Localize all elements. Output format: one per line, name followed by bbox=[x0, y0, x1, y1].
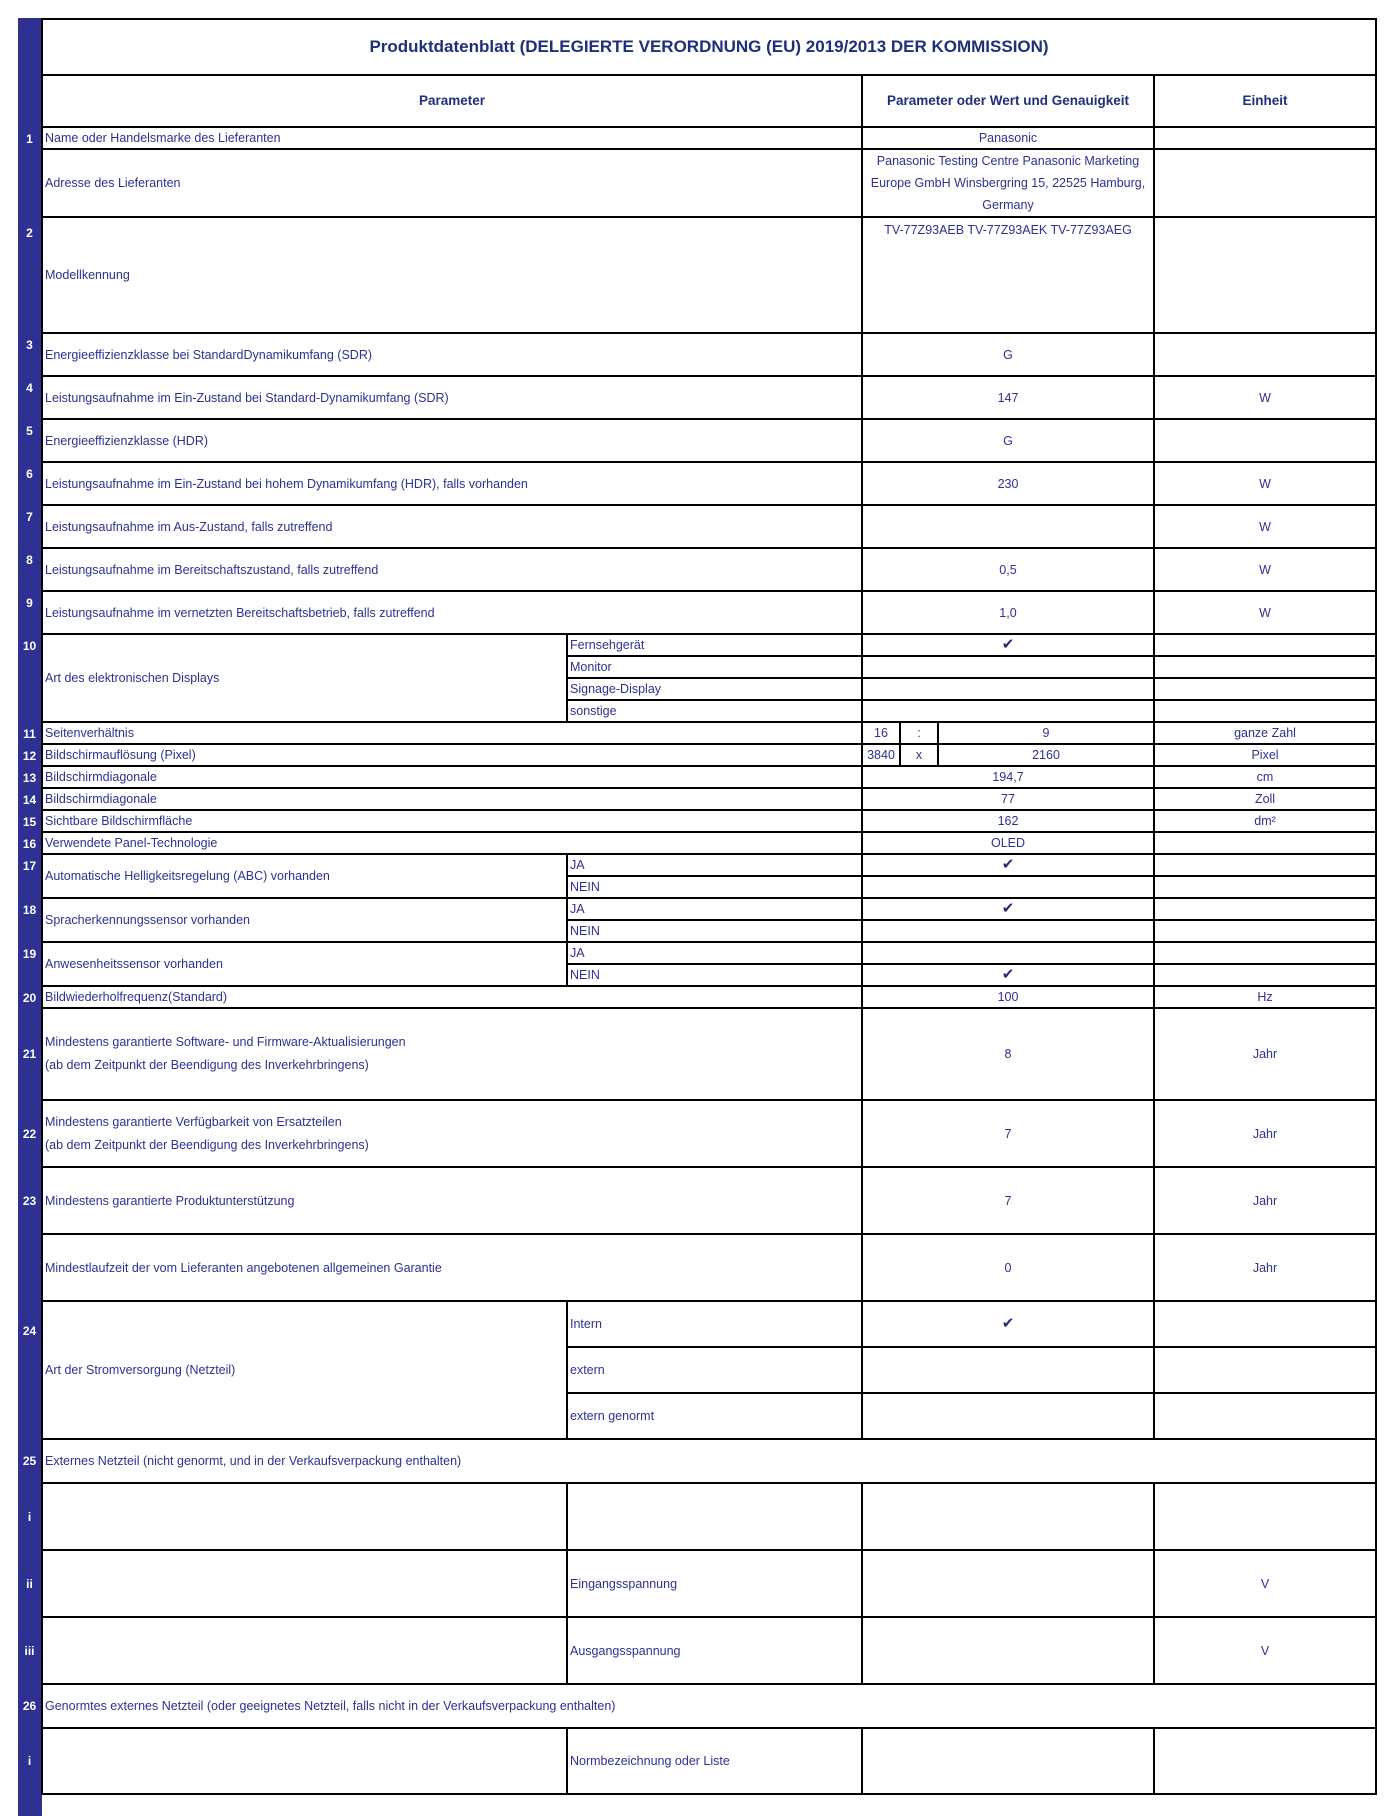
row-unit bbox=[1154, 832, 1376, 854]
row-value: 7 bbox=[862, 1100, 1154, 1167]
row-unit bbox=[1154, 1483, 1376, 1550]
row-number: 12 bbox=[18, 744, 42, 766]
row-value: 0,5 bbox=[862, 548, 1154, 591]
option-check bbox=[862, 942, 1154, 964]
sub-label: Normbezeichnung oder Liste bbox=[567, 1728, 862, 1794]
row-number: 19 bbox=[18, 942, 42, 986]
row-unit: W bbox=[1154, 548, 1376, 591]
row-number: 21 bbox=[18, 1008, 42, 1100]
row-number: iii bbox=[18, 1617, 42, 1684]
option-label: Signage-Display bbox=[567, 678, 862, 700]
row-label: Name oder Handelsmarke des Lieferanten bbox=[42, 127, 862, 149]
row-unit bbox=[1154, 419, 1376, 462]
check-mark-icon: ✔ bbox=[1001, 966, 1015, 983]
row-value: 7 bbox=[862, 1167, 1154, 1234]
row-unit bbox=[1154, 127, 1376, 149]
row-label-line: Mindestens garantierte Verfügbarkeit von Ersatzteilen bbox=[45, 1114, 342, 1129]
row-label: Modellkennung bbox=[42, 217, 862, 333]
option-label: sonstige bbox=[567, 700, 862, 722]
option-label: JA bbox=[567, 854, 862, 876]
row-unit bbox=[1154, 876, 1376, 898]
row-label: Art des elektronischen Displays bbox=[42, 634, 567, 722]
row-label: Adresse des Lieferanten bbox=[42, 149, 862, 217]
option-label: Intern bbox=[567, 1301, 862, 1347]
row-label: Automatische Helligkeitsregelung (ABC) vorhanden bbox=[42, 854, 567, 898]
row-value: 147 bbox=[862, 376, 1154, 419]
row-number: 3 bbox=[18, 333, 42, 376]
row-unit: W bbox=[1154, 462, 1376, 505]
row-value: 1,0 bbox=[862, 591, 1154, 634]
option-check bbox=[862, 656, 1154, 678]
row-unit: ganze Zahl bbox=[1154, 722, 1376, 744]
row-unit bbox=[1154, 1301, 1376, 1347]
row-number: 15 bbox=[18, 810, 42, 832]
row-label: Leistungsaufnahme im vernetzten Bereitschaftsbetrieb, falls zutreffend bbox=[42, 591, 862, 634]
row-label: Energieeffizienzklasse bei StandardDynamikumfang (SDR) bbox=[42, 333, 862, 376]
row-number bbox=[18, 19, 42, 75]
check-mark-icon: ✔ bbox=[1001, 856, 1015, 873]
header-unit: Einheit bbox=[1154, 75, 1376, 127]
section-label: Externes Netzteil (nicht genormt, und in der Verkaufsverpackung enthalten) bbox=[42, 1439, 1376, 1483]
row-unit: cm bbox=[1154, 766, 1376, 788]
row-number-label: 2 bbox=[26, 226, 33, 240]
row-value: 77 bbox=[862, 788, 1154, 810]
row-label: Spracherkennungssensor vorhanden bbox=[42, 898, 567, 942]
row-unit: V bbox=[1154, 1550, 1376, 1617]
row-number: 4 bbox=[18, 376, 42, 419]
option-check bbox=[862, 1301, 1154, 1347]
row-label: Leistungsaufnahme im Bereitschaftszustand, falls zutreffend bbox=[42, 548, 862, 591]
row-unit bbox=[1154, 656, 1376, 678]
row-label: Bildwiederholfrequenz(Standard) bbox=[42, 986, 862, 1008]
row-unit: Jahr bbox=[1154, 1100, 1376, 1167]
row-unit bbox=[1154, 149, 1376, 217]
data-sheet-table bbox=[18, 18, 1377, 1795]
row-unit bbox=[1154, 898, 1376, 920]
row-number: 18 bbox=[18, 898, 42, 942]
row-value: 8 bbox=[862, 1008, 1154, 1100]
row-label: Bildschirmdiagonale bbox=[42, 788, 862, 810]
row-number: 26 bbox=[18, 1684, 42, 1728]
resolution-width: 3840 bbox=[862, 744, 900, 766]
check-mark-icon: ✔ bbox=[1001, 636, 1015, 653]
row-unit bbox=[1154, 964, 1376, 986]
row-number bbox=[18, 149, 42, 333]
row-number: 6 bbox=[18, 462, 42, 505]
row-label: Sichtbare Bildschirmfläche bbox=[42, 810, 862, 832]
ratio-a: 16 bbox=[862, 722, 900, 744]
resolution-separator: x bbox=[900, 744, 938, 766]
row-unit bbox=[1154, 854, 1376, 876]
row-unit: V bbox=[1154, 1617, 1376, 1684]
row-label-line: (ab dem Zeitpunkt der Beendigung des Inverkehrbringens) bbox=[45, 1137, 369, 1152]
row-label: Art der Stromversorgung (Netzteil) bbox=[42, 1301, 567, 1439]
row-unit: Jahr bbox=[1154, 1008, 1376, 1100]
row-label: Bildschirmauflösung (Pixel) bbox=[42, 744, 862, 766]
row-number: 11 bbox=[18, 722, 42, 744]
row-number: 8 bbox=[18, 548, 42, 591]
option-label: NEIN bbox=[567, 964, 862, 986]
row-unit bbox=[1154, 1347, 1376, 1393]
row-unit bbox=[1154, 942, 1376, 964]
ratio-b: 9 bbox=[938, 722, 1154, 744]
row-label: Mindestens garantierte Produktunterstützung bbox=[42, 1167, 862, 1234]
row-number: 13 bbox=[18, 766, 42, 788]
row-number: 25 bbox=[18, 1439, 42, 1483]
row-unit: Pixel bbox=[1154, 744, 1376, 766]
row-number: 17 bbox=[18, 854, 42, 898]
row-unit bbox=[1154, 1728, 1376, 1794]
row-value: 100 bbox=[862, 986, 1154, 1008]
row-label-line: Mindestens garantierte Software- und Firmware-Aktualisierungen bbox=[45, 1035, 406, 1049]
row-number bbox=[18, 1234, 42, 1301]
sub-label: Ausgangsspannung bbox=[567, 1617, 862, 1684]
row-label: Energieeffizienzklasse (HDR) bbox=[42, 419, 862, 462]
row-label: Leistungsaufnahme im Ein-Zustand bei Standard-Dynamikumfang (SDR) bbox=[42, 376, 862, 419]
row-number: i bbox=[18, 1483, 42, 1550]
option-label: NEIN bbox=[567, 876, 862, 898]
row-number: 16 bbox=[18, 832, 42, 854]
option-check bbox=[862, 1347, 1154, 1393]
row-value: G bbox=[862, 333, 1154, 376]
option-check bbox=[862, 964, 1154, 986]
option-check bbox=[862, 634, 1154, 656]
row-number: ii bbox=[18, 1550, 42, 1617]
sub-label bbox=[567, 1483, 862, 1550]
row-label: Seitenverhältnis bbox=[42, 722, 862, 744]
row-unit bbox=[1154, 217, 1376, 333]
row-unit: Jahr bbox=[1154, 1167, 1376, 1234]
header-value: Parameter oder Wert und Genauigkeit bbox=[862, 75, 1154, 127]
option-check bbox=[862, 678, 1154, 700]
option-label: Monitor bbox=[567, 656, 862, 678]
ratio-separator: : bbox=[900, 722, 938, 744]
row-label: Verwendete Panel-Technologie bbox=[42, 832, 862, 854]
sheet-title: Produktdatenblatt (DELEGIERTE VERORDNUNG (EU) 2019/2013 DER KOMMISSION) bbox=[42, 19, 1376, 75]
option-check bbox=[862, 876, 1154, 898]
row-unit bbox=[1154, 333, 1376, 376]
row-label: Leistungsaufnahme im Aus-Zustand, falls zutreffend bbox=[42, 505, 862, 548]
row-value: Panasonic bbox=[862, 127, 1154, 149]
row-label: Bildschirmdiagonale bbox=[42, 766, 862, 788]
row-number: 10 bbox=[18, 634, 42, 722]
row-unit: W bbox=[1154, 505, 1376, 548]
row-number: 22 bbox=[18, 1100, 42, 1167]
row-unit: Zoll bbox=[1154, 788, 1376, 810]
row-number: 1 bbox=[18, 127, 42, 149]
check-mark-icon: ✔ bbox=[1001, 1315, 1015, 1332]
option-check bbox=[862, 700, 1154, 722]
option-label: Fernsehgerät bbox=[567, 634, 862, 656]
row-value bbox=[862, 1728, 1154, 1794]
row-label bbox=[42, 1728, 567, 1794]
row-number bbox=[18, 75, 42, 127]
resolution-height: 2160 bbox=[938, 744, 1154, 766]
row-label: Leistungsaufnahme im Ein-Zustand bei hohem Dynamikumfang (HDR), falls vorhanden bbox=[42, 462, 862, 505]
row-unit bbox=[1154, 634, 1376, 656]
row-value bbox=[862, 1550, 1154, 1617]
row-unit: dm² bbox=[1154, 810, 1376, 832]
row-unit bbox=[1154, 920, 1376, 942]
row-number: 7 bbox=[18, 505, 42, 548]
row-label bbox=[42, 1483, 567, 1550]
option-label: JA bbox=[567, 942, 862, 964]
row-unit bbox=[1154, 678, 1376, 700]
row-unit bbox=[1154, 1393, 1376, 1439]
option-check bbox=[862, 854, 1154, 876]
row-number: 23 bbox=[18, 1167, 42, 1234]
sub-label: Eingangsspannung bbox=[567, 1550, 862, 1617]
check-mark-icon: ✔ bbox=[1001, 900, 1015, 917]
option-check bbox=[862, 920, 1154, 942]
row-value bbox=[862, 1483, 1154, 1550]
section-label: Genormtes externes Netzteil (oder geeignetes Netzteil, falls nicht in der Verkaufsverpackung enthalten) bbox=[42, 1684, 1376, 1728]
row-unit: W bbox=[1154, 591, 1376, 634]
row-label bbox=[42, 1008, 862, 1100]
row-label bbox=[42, 1550, 567, 1617]
row-number: 9 bbox=[18, 591, 42, 634]
row-unit: W bbox=[1154, 376, 1376, 419]
row-label: Anwesenheitssensor vorhanden bbox=[42, 942, 567, 986]
option-check bbox=[862, 1393, 1154, 1439]
option-label: JA bbox=[567, 898, 862, 920]
row-label bbox=[42, 1617, 567, 1684]
option-label: extern bbox=[567, 1347, 862, 1393]
row-label: Mindestlaufzeit der vom Lieferanten angebotenen allgemeinen Garantie bbox=[42, 1234, 862, 1301]
row-unit: Jahr bbox=[1154, 1234, 1376, 1301]
model-ids: TV-77Z93AEB TV-77Z93AEK TV-77Z93AEG bbox=[862, 217, 1154, 333]
row-label bbox=[42, 1100, 862, 1167]
option-label: extern genormt bbox=[567, 1393, 862, 1439]
row-value bbox=[862, 505, 1154, 548]
row-number bbox=[18, 1301, 42, 1439]
product-data-sheet bbox=[18, 18, 1376, 1816]
supplier-address: Panasonic Testing Centre Panasonic Marketing Europe GmbH Winsbergring 15, 22525 Hamburg, Germany bbox=[862, 149, 1154, 217]
row-number: 5 bbox=[18, 419, 42, 462]
row-value: 194,7 bbox=[862, 766, 1154, 788]
row-number: 14 bbox=[18, 788, 42, 810]
row-value bbox=[862, 1617, 1154, 1684]
row-value: 0 bbox=[862, 1234, 1154, 1301]
row-number-label: 24 bbox=[22, 1324, 37, 1338]
row-label-line: (ab dem Zeitpunkt der Beendigung des Inverkehrbringens) bbox=[45, 1058, 369, 1072]
row-unit: Hz bbox=[1154, 986, 1376, 1008]
row-number: 20 bbox=[18, 986, 42, 1008]
row-number: i bbox=[18, 1728, 42, 1794]
option-check bbox=[862, 898, 1154, 920]
row-value: OLED bbox=[862, 832, 1154, 854]
row-value: G bbox=[862, 419, 1154, 462]
row-unit bbox=[1154, 700, 1376, 722]
row-value: 230 bbox=[862, 462, 1154, 505]
option-label: NEIN bbox=[567, 920, 862, 942]
row-value: 162 bbox=[862, 810, 1154, 832]
header-parameter: Parameter bbox=[42, 75, 862, 127]
